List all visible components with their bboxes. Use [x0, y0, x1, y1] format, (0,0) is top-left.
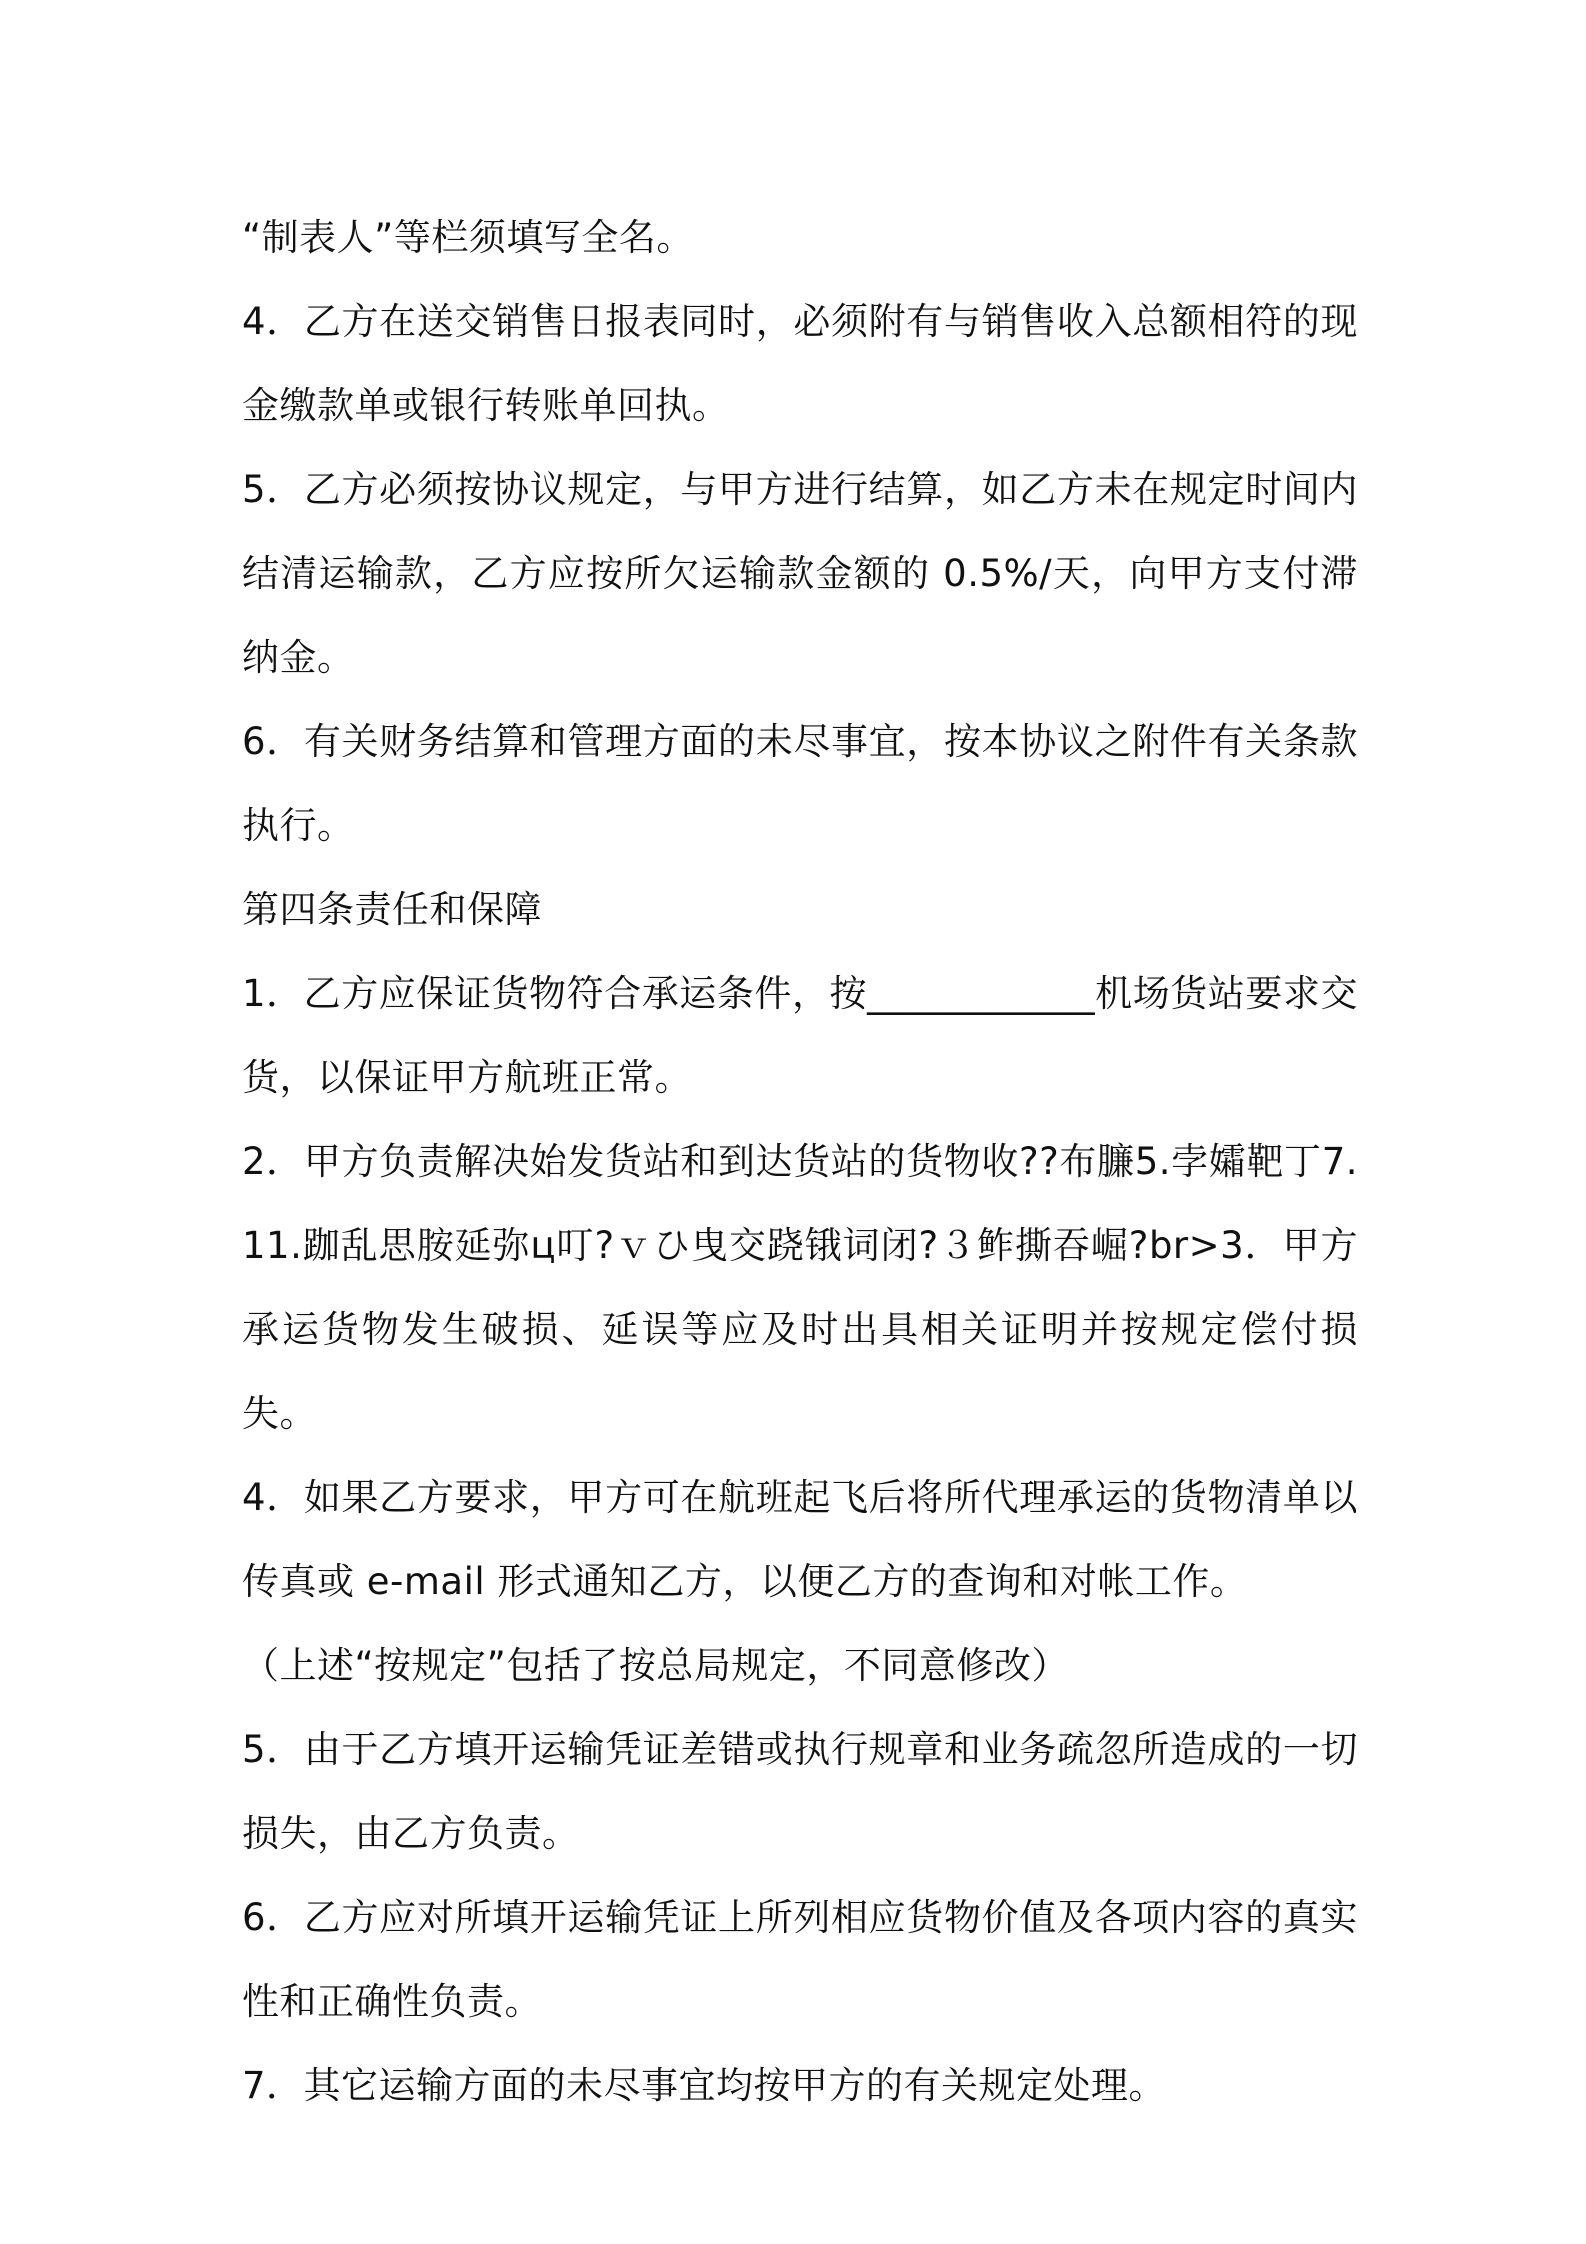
clause-4-item-7: 7．其它运输方面的未尽事宜均按甲方的有关规定处理。 [242, 2064, 1167, 2107]
section-heading-article-4: 第四条责任和保障 [242, 888, 542, 931]
clause-4-item-4: 4．如果乙方要求，甲方可在航班起飞后将所代理承运的货物清单以传真或 e-mail 形式通知乙方，以便乙方的查询和对帐工作。 [242, 1476, 1358, 1603]
document-body [242, 196, 1358, 2128]
clause-3-item-6: 6．有关财务结算和管理方面的未尽事宜，按本协议之附件有关条款执行。 [242, 720, 1358, 847]
clause-4-item-6: 6．乙方应对所填开运输凭证上所列相应货物价值及各项内容的真实性和正确性负责。 [242, 1896, 1358, 2023]
clause-3-item-4: 4．乙方在送交销售日报表同时，必须附有与销售收入总额相符的现金缴款单或银行转账单回执。 [242, 300, 1358, 427]
clause-4-item-2: 2．甲方负责解决始发货站和到达货站的货物收??布臁5.孛孀靶丁7.11.跏乱思胺延弥ц叮?ｖひ曳交跷锇词闭?３鲊撕吞崛?br>3．甲方承运货物发生破损、延误等应及时出具相关证明并按规定偿付损失。 [242, 1140, 1358, 1435]
clause-4-item-1: 1．乙方应保证货物符合承运条件，按____________机场货站要求交货，以保证甲方航班正常。 [242, 972, 1358, 1099]
clause-4-item-5: 5．由于乙方填开运输凭证差错或执行规章和业务疏忽所造成的一切损失，由乙方负责。 [242, 1728, 1358, 1855]
clause-3-item-5: 5．乙方必须按协议规定，与甲方进行结算，如乙方未在规定时间内结清运输款，乙方应按所欠运输款金额的 0.5%/天，向甲方支付滞纳金。 [242, 468, 1358, 679]
paragraph-continued: “制表人”等栏须填写全名。 [242, 216, 694, 259]
parenthetical-note: （上述“按规定”包括了按总局规定，不同意修改） [242, 1644, 1069, 1687]
